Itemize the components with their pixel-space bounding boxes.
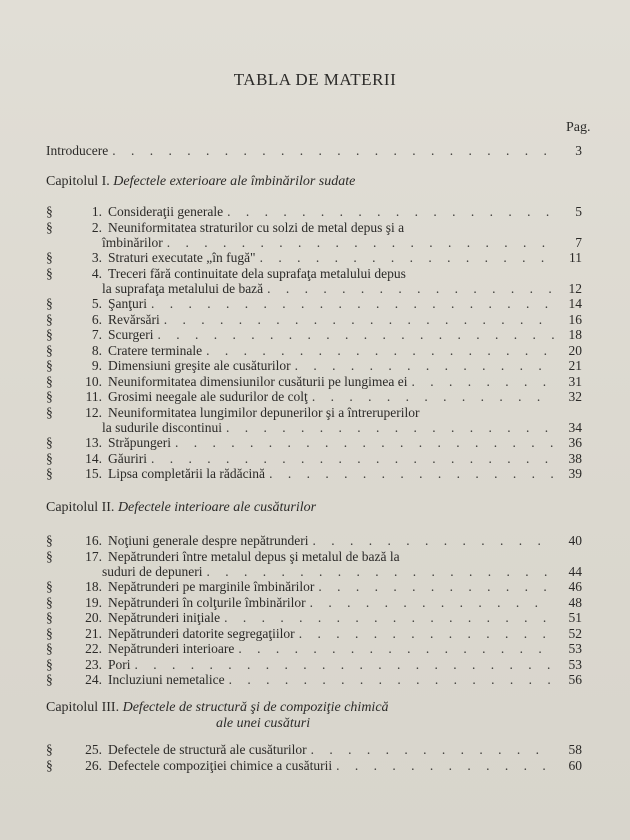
dot-leader bbox=[164, 312, 554, 327]
toc-entry-text: Treceri fără continuitate dela suprafaţa metalului depus bbox=[108, 265, 406, 281]
chapter-title: Defectele de structură şi de compoziţie chimică bbox=[122, 700, 389, 715]
toc-entry bbox=[46, 533, 582, 548]
chapter-title: Defectele interioare ale cusăturilor bbox=[117, 500, 317, 515]
toc-page-number: 58 bbox=[568, 742, 582, 757]
toc-entry-text: Nepătrunderi în colţurile îmbinărilor bbox=[108, 594, 306, 610]
dot-leader bbox=[412, 374, 554, 389]
toc-entry-text: Incluziuni nemetalice bbox=[108, 672, 225, 687]
dot-leader bbox=[135, 657, 554, 672]
toc-page-number: 20 bbox=[568, 342, 582, 358]
toc-entry bbox=[46, 266, 582, 281]
toc-entry bbox=[46, 389, 582, 404]
toc-page-number: 12 bbox=[568, 280, 582, 296]
section-number: 7. bbox=[91, 327, 102, 342]
toc-entry bbox=[46, 358, 582, 373]
section-sign: § bbox=[46, 327, 53, 342]
toc-entry-text: Nepătrunderi pe marginile îmbinărilor bbox=[108, 579, 315, 594]
toc-entry-text: Straturi executate „în fugă" bbox=[108, 250, 256, 265]
section-sign: § bbox=[46, 579, 53, 594]
section-number: 11. bbox=[85, 389, 102, 404]
chapter-label: Capitolul III. bbox=[46, 700, 120, 715]
section-sign: § bbox=[46, 610, 53, 625]
toc-entry bbox=[46, 657, 582, 672]
section-number: 8. bbox=[91, 342, 102, 358]
section-number: 14. bbox=[85, 450, 102, 466]
dot-leader bbox=[310, 595, 554, 610]
section-number: 21. bbox=[85, 625, 102, 641]
toc-entry bbox=[46, 374, 582, 389]
toc-entry-text: Nepătrunderi datorite segregaţiilor bbox=[108, 625, 295, 641]
toc-entry bbox=[46, 742, 582, 757]
dot-leader bbox=[151, 451, 554, 466]
toc-entry bbox=[46, 327, 582, 342]
toc-entry-text: Nepătrunderi între metalul depus şi metalul de bază la bbox=[108, 548, 400, 564]
dot-leader bbox=[226, 420, 554, 435]
toc-entry-text: Neuniformitatea lungimilor depunerilor şi a întreruperilor bbox=[108, 404, 420, 420]
section-sign: § bbox=[46, 757, 53, 773]
toc-entry bbox=[46, 343, 582, 358]
section-number: 25. bbox=[85, 742, 102, 757]
toc-entry-text: Introducere bbox=[46, 143, 109, 158]
section-number: 23. bbox=[85, 656, 102, 672]
toc-page-number: 3 bbox=[575, 143, 582, 158]
section-number: 9. bbox=[91, 358, 102, 373]
section-sign: § bbox=[46, 265, 53, 281]
section-number: 17. bbox=[85, 548, 102, 564]
toc-entry bbox=[46, 451, 582, 466]
section-sign: § bbox=[46, 466, 53, 481]
toc-entry-text: Străpungeri bbox=[108, 435, 171, 450]
dot-leader bbox=[311, 742, 554, 757]
toc-entry-text: Consideraţii generale bbox=[108, 204, 224, 219]
dot-leader bbox=[206, 343, 554, 358]
dot-leader bbox=[206, 564, 554, 579]
chapter-label: Capitolul II. bbox=[46, 500, 115, 515]
dot-leader bbox=[267, 281, 554, 296]
chapter-title: Defectele exterioare ale îmbinărilor sudate bbox=[113, 174, 356, 189]
toc-entry-continuation bbox=[102, 420, 582, 435]
toc-entry bbox=[46, 610, 582, 625]
dot-leader bbox=[229, 672, 554, 687]
toc-entry-text: la suprafaţa metalului de bază bbox=[102, 280, 264, 296]
toc-entry-text: Grosimi neegale ale sudurilor de colţ bbox=[108, 389, 308, 404]
toc-page-number: 21 bbox=[568, 358, 582, 373]
toc-entry bbox=[46, 758, 582, 773]
dot-leader bbox=[260, 250, 554, 265]
toc-page-number: 52 bbox=[568, 625, 582, 641]
section-sign: § bbox=[46, 435, 53, 450]
toc-page-number: 31 bbox=[568, 373, 582, 389]
toc-entry bbox=[46, 435, 582, 450]
toc-page-number: 39 bbox=[568, 466, 582, 481]
section-number: 4. bbox=[91, 265, 102, 281]
toc-entry-text: Pori bbox=[108, 656, 131, 672]
section-number: 24. bbox=[85, 672, 102, 687]
section-number: 18. bbox=[85, 579, 102, 594]
toc-page-number: 40 bbox=[568, 533, 582, 548]
toc-entry bbox=[46, 466, 582, 481]
toc-entry-text: Şanţuri bbox=[108, 296, 147, 311]
toc-entry-continuation bbox=[102, 235, 582, 250]
chapter-title-continued: ale unei cusături bbox=[216, 716, 311, 731]
section-number: 13. bbox=[85, 435, 102, 450]
dot-leader bbox=[318, 579, 554, 594]
toc-entry-text: Nepătrunderi iniţiale bbox=[108, 610, 221, 625]
toc-page-number: 34 bbox=[568, 419, 582, 435]
dot-leader bbox=[167, 235, 554, 250]
dot-leader bbox=[224, 610, 554, 625]
section-sign: § bbox=[46, 296, 53, 311]
toc-entry-text: Neuniformitatea dimensiunilor cusăturii pe lungimea ei bbox=[108, 373, 408, 389]
toc-entry bbox=[46, 672, 582, 687]
section-sign: § bbox=[46, 404, 53, 420]
section-number: 1. bbox=[91, 204, 102, 219]
section-sign: § bbox=[46, 625, 53, 641]
section-number: 2. bbox=[91, 219, 102, 235]
toc-entry bbox=[46, 405, 582, 420]
section-number: 26. bbox=[85, 757, 102, 773]
toc-entry-text: Găuriri bbox=[108, 450, 147, 466]
section-sign: § bbox=[46, 533, 53, 548]
section-sign: § bbox=[46, 204, 53, 219]
section-sign: § bbox=[46, 641, 53, 656]
toc-page-number: 48 bbox=[568, 594, 582, 610]
dot-leader bbox=[238, 641, 554, 656]
toc-entry-text: Defectele compoziţiei chimice a cusăturii bbox=[108, 757, 333, 773]
toc-entry-text: îmbinărilor bbox=[102, 234, 163, 250]
toc-entry bbox=[46, 204, 582, 219]
toc-entry bbox=[46, 296, 582, 311]
section-sign: § bbox=[46, 742, 53, 757]
section-number: 5. bbox=[91, 296, 102, 311]
section-number: 3. bbox=[91, 250, 102, 265]
toc-page-number: 46 bbox=[568, 579, 582, 594]
dot-leader bbox=[151, 296, 554, 311]
page-column-header: Pag. bbox=[566, 120, 591, 135]
chapter-heading-1 bbox=[46, 174, 355, 190]
chapter-heading-2 bbox=[46, 500, 316, 516]
dot-leader bbox=[299, 626, 554, 641]
toc-page-number: 56 bbox=[568, 672, 582, 687]
toc-page-number: 16 bbox=[568, 311, 582, 327]
toc-page-number: 14 bbox=[568, 296, 582, 311]
toc-entry bbox=[46, 312, 582, 327]
section-number: 15. bbox=[85, 466, 102, 481]
toc-entry-text: Nepătrunderi interioare bbox=[108, 641, 235, 656]
dot-leader bbox=[227, 204, 554, 219]
section-sign: § bbox=[46, 219, 53, 235]
section-number: 19. bbox=[85, 594, 102, 610]
toc-introduction bbox=[46, 143, 582, 158]
toc-page-number: 44 bbox=[568, 563, 582, 579]
toc-page-number: 53 bbox=[568, 656, 582, 672]
section-sign: § bbox=[46, 672, 53, 687]
toc-entry-continuation bbox=[102, 564, 582, 579]
toc-entry-text: suduri de depuneri bbox=[102, 563, 203, 579]
toc-entry bbox=[46, 549, 582, 564]
section-sign: § bbox=[46, 342, 53, 358]
toc-page-number: 36 bbox=[568, 435, 582, 450]
section-sign: § bbox=[46, 656, 53, 672]
toc-page-number: 11 bbox=[569, 250, 582, 265]
section-sign: § bbox=[46, 594, 53, 610]
toc-entry-text: Scurgeri bbox=[108, 327, 154, 342]
toc-entry bbox=[46, 595, 582, 610]
toc-entry-text: Revărsări bbox=[108, 311, 160, 327]
toc-page-number: 51 bbox=[568, 610, 582, 625]
toc-entry bbox=[46, 641, 582, 656]
section-sign: § bbox=[46, 389, 53, 404]
section-number: 20. bbox=[85, 610, 102, 625]
toc-page-number: 18 bbox=[568, 327, 582, 342]
toc-page-number: 32 bbox=[568, 389, 582, 404]
chapter-label: Capitolul I. bbox=[46, 174, 110, 189]
section-number: 12. bbox=[85, 404, 102, 420]
section-sign: § bbox=[46, 250, 53, 265]
toc-entry bbox=[46, 626, 582, 641]
toc-entry-continuation bbox=[102, 281, 582, 296]
section-sign: § bbox=[46, 358, 53, 373]
toc-entry-text: Defectele de structură ale cusăturilor bbox=[108, 742, 307, 757]
toc-entry-text: Lipsa completării la rădăcină bbox=[108, 466, 266, 481]
toc-page-number: 38 bbox=[568, 450, 582, 466]
section-sign: § bbox=[46, 450, 53, 466]
toc-entry-text: Dimensiuni greşite ale cusăturilor bbox=[108, 358, 291, 373]
section-sign: § bbox=[46, 548, 53, 564]
toc-entry bbox=[46, 250, 582, 265]
section-sign: § bbox=[46, 373, 53, 389]
toc-entry-text: Cratere terminale bbox=[108, 342, 203, 358]
section-sign: § bbox=[46, 311, 53, 327]
toc-page-number: 53 bbox=[568, 641, 582, 656]
toc-entry-text: Neuniformitatea straturilor cu solzi de metal depus şi a bbox=[108, 219, 405, 235]
dot-leader bbox=[158, 327, 555, 342]
section-number: 22. bbox=[85, 641, 102, 656]
toc-entry-text: Noţiuni generale despre nepătrunderi bbox=[108, 533, 309, 548]
section-number: 10. bbox=[85, 373, 102, 389]
toc-entry-text: la sudurile discontinui bbox=[102, 419, 222, 435]
toc-entry bbox=[46, 579, 582, 594]
dot-leader bbox=[269, 466, 554, 481]
dot-leader bbox=[175, 435, 554, 450]
dot-leader bbox=[336, 758, 554, 773]
toc-entry bbox=[46, 220, 582, 235]
dot-leader bbox=[295, 358, 554, 373]
chapter-heading-3 bbox=[46, 700, 586, 732]
dot-leader bbox=[313, 533, 554, 548]
toc-page-number: 60 bbox=[568, 757, 582, 773]
dot-leader bbox=[312, 389, 554, 404]
dot-leader bbox=[112, 143, 554, 158]
page-title: TABLA DE MATERII bbox=[233, 70, 397, 89]
section-number: 6. bbox=[91, 311, 102, 327]
section-number: 16. bbox=[85, 533, 102, 548]
toc-page-number: 5 bbox=[575, 204, 582, 219]
toc-page-number: 7 bbox=[575, 234, 582, 250]
